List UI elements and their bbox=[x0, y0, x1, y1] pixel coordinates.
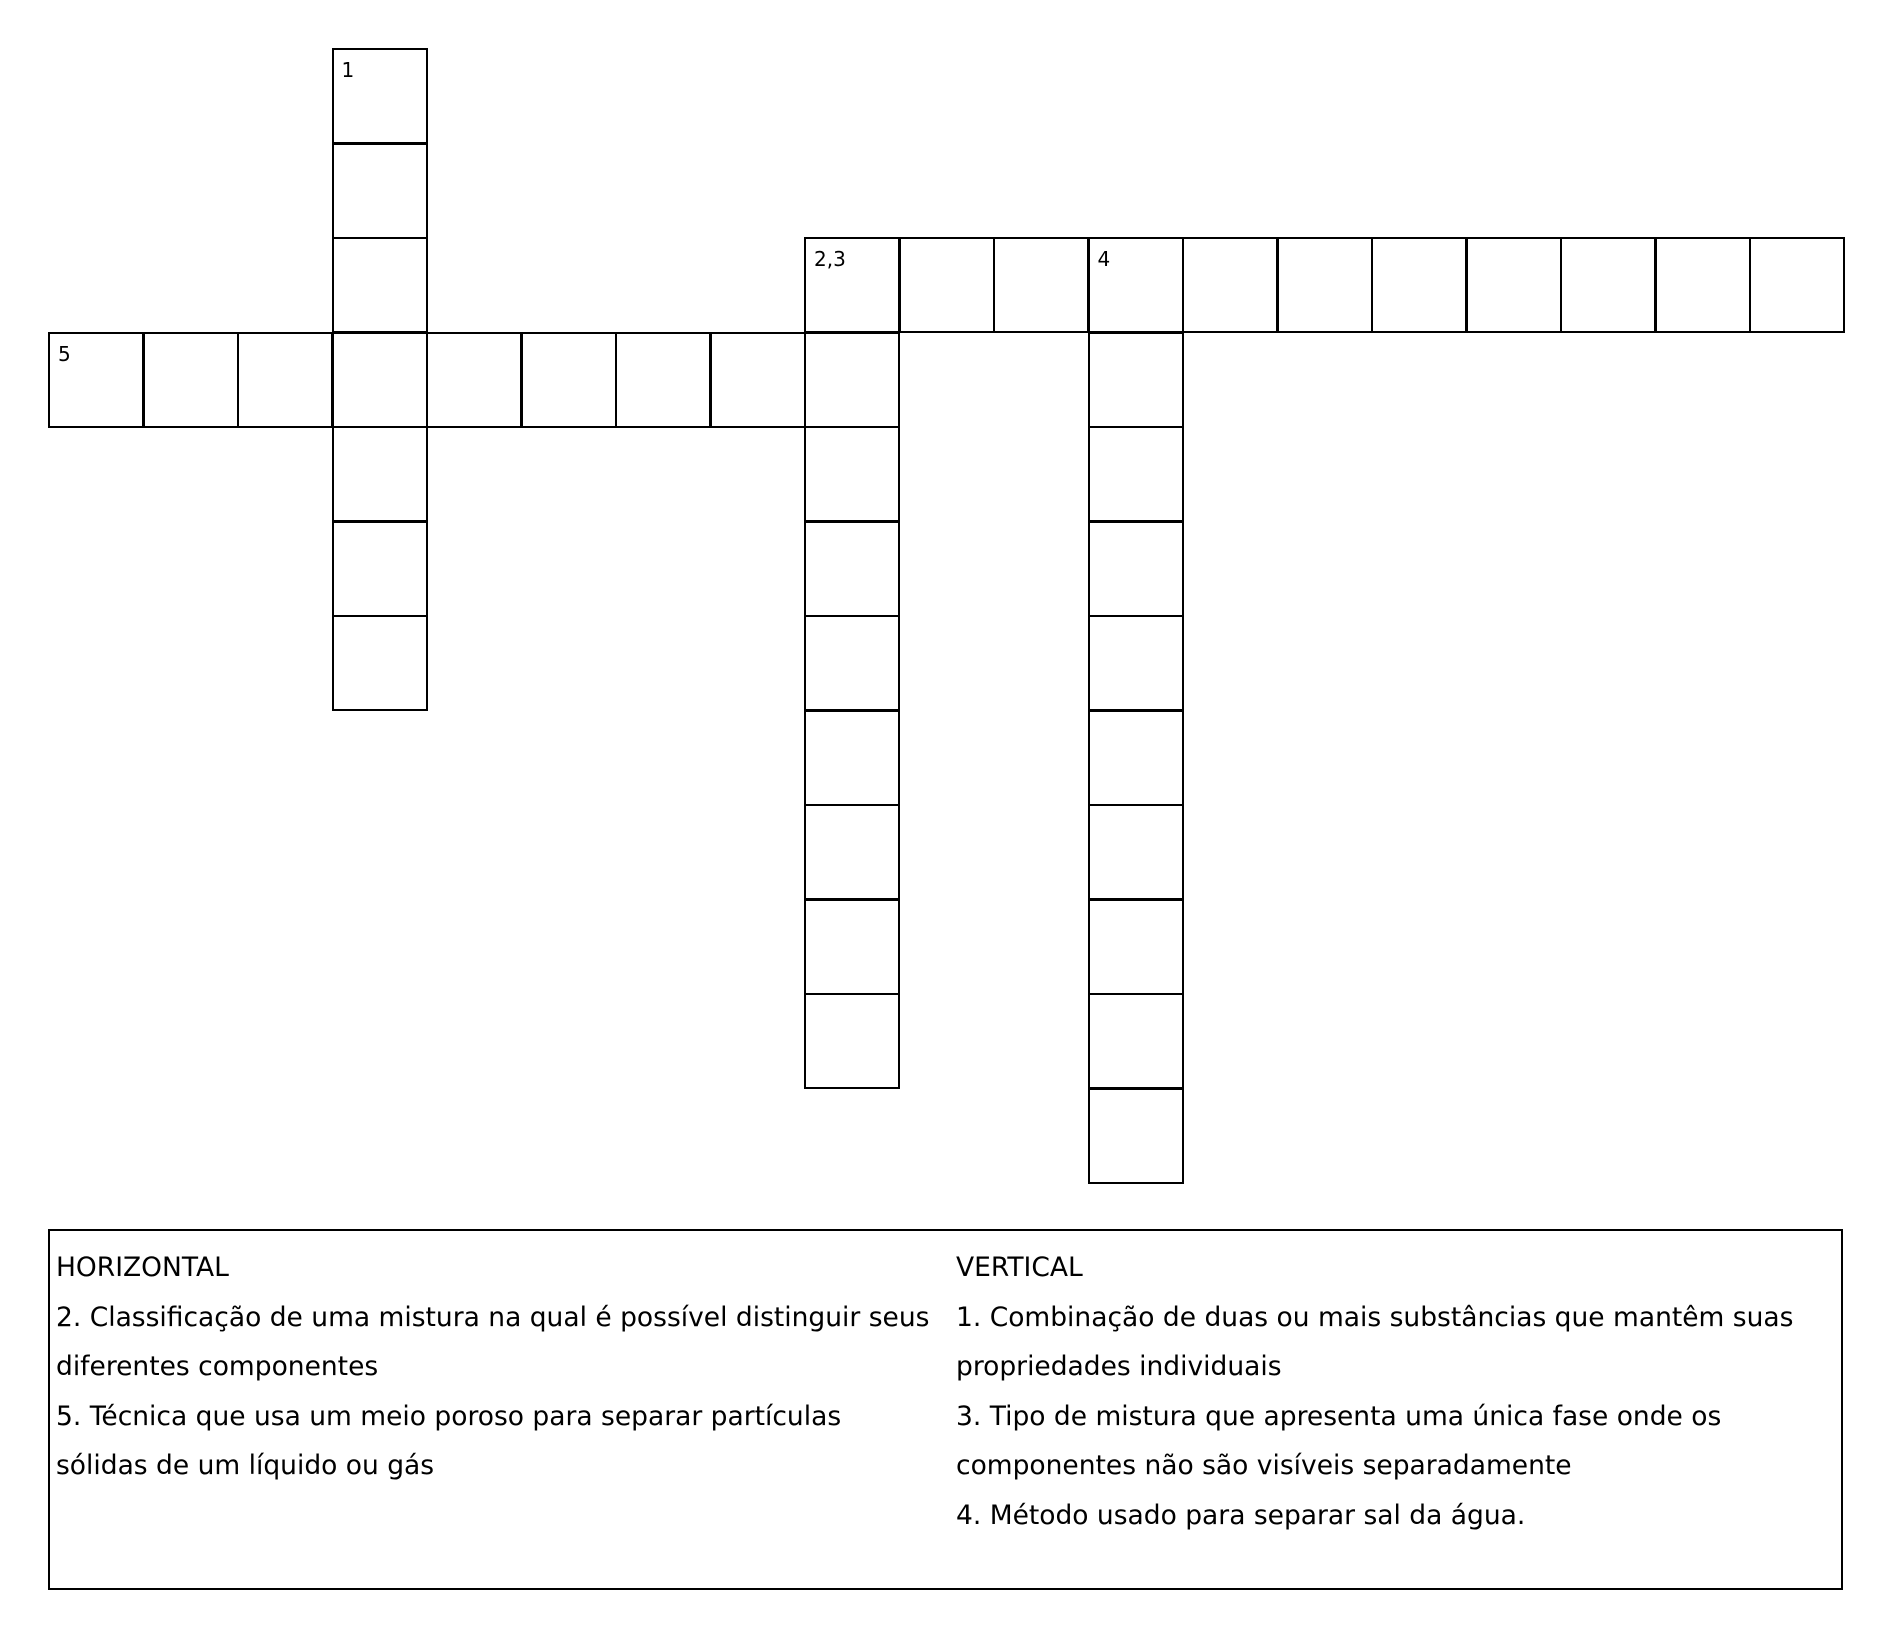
crossword-cell[interactable] bbox=[332, 521, 428, 617]
clue-number: 5 bbox=[58, 341, 71, 366]
crossword-cell[interactable] bbox=[332, 48, 428, 144]
crossword-cell[interactable] bbox=[1088, 899, 1184, 995]
crossword-cell[interactable] bbox=[804, 710, 900, 806]
crossword-cell[interactable] bbox=[1088, 332, 1184, 428]
crossword-cell[interactable] bbox=[1088, 237, 1184, 333]
crossword-cell[interactable] bbox=[1088, 804, 1184, 900]
crossword-cell[interactable] bbox=[1088, 710, 1184, 806]
clue-number: 2,3 bbox=[814, 247, 846, 271]
vertical-clue-line: 3. Tipo de mistura que apresenta uma única fase onde os bbox=[956, 1400, 1722, 1432]
crossword-cell[interactable] bbox=[1560, 237, 1656, 333]
crossword-cell[interactable] bbox=[1088, 426, 1184, 522]
crossword-cell[interactable] bbox=[804, 993, 900, 1089]
crossword-cell[interactable] bbox=[1277, 237, 1373, 333]
crossword-cell[interactable] bbox=[804, 521, 900, 617]
crossword-cell[interactable] bbox=[237, 332, 333, 428]
crossword-cell[interactable] bbox=[1088, 993, 1184, 1089]
vertical-clue-line: 1. Combinação de duas ou mais substâncias que mantêm suas bbox=[956, 1301, 1794, 1333]
crossword-cell[interactable] bbox=[1466, 237, 1562, 333]
horizontal-clue-line: 5. Técnica que usa um meio poroso para separar partículas bbox=[56, 1400, 842, 1432]
crossword-cell[interactable] bbox=[710, 332, 806, 428]
crossword-cell[interactable] bbox=[1371, 237, 1467, 333]
clue-number: 1 bbox=[341, 58, 355, 82]
horizontal-clue-line: 2. Classificação de uma mistura na qual é possível distinguir seus bbox=[56, 1301, 930, 1333]
crossword-cell[interactable] bbox=[804, 804, 900, 900]
crossword-cell[interactable] bbox=[615, 332, 711, 428]
crossword-cell[interactable] bbox=[143, 332, 239, 428]
crossword-cell[interactable] bbox=[332, 237, 428, 333]
crossword-cell[interactable] bbox=[1088, 1088, 1184, 1184]
clue-number: 4 bbox=[1097, 247, 1111, 271]
crossword-cell[interactable] bbox=[1655, 237, 1751, 333]
crossword-cell[interactable] bbox=[993, 237, 1089, 333]
crossword-cell[interactable] bbox=[332, 426, 428, 522]
horizontal-clues bbox=[56, 1243, 951, 1491]
vertical-clue-line: 4. Método usado para separar sal da água. bbox=[956, 1499, 1526, 1531]
horizontal-heading: HORIZONTAL bbox=[56, 1252, 229, 1283]
clues-box bbox=[48, 1229, 1843, 1590]
crossword-cell[interactable] bbox=[1182, 237, 1278, 333]
vertical-clues bbox=[956, 1243, 1831, 1540]
crossword-cell[interactable] bbox=[804, 426, 900, 522]
crossword-cell[interactable] bbox=[426, 332, 522, 428]
crossword-cell[interactable] bbox=[804, 615, 900, 711]
crossword-cell[interactable] bbox=[48, 332, 144, 428]
vertical-heading: VERTICAL bbox=[956, 1252, 1083, 1283]
crossword-cell[interactable] bbox=[332, 332, 428, 428]
vertical-clue-line: propriedades individuais bbox=[956, 1351, 1282, 1382]
crossword-cell[interactable] bbox=[899, 237, 995, 333]
crossword-cell[interactable] bbox=[804, 899, 900, 995]
crossword-cell[interactable] bbox=[1088, 615, 1184, 711]
horizontal-clue-line: sólidas de um líquido ou gás bbox=[56, 1450, 435, 1481]
horizontal-clue-line: diferentes componentes bbox=[56, 1351, 379, 1382]
crossword-cell[interactable] bbox=[1749, 237, 1845, 333]
crossword-cell[interactable] bbox=[332, 615, 428, 711]
crossword-cell[interactable] bbox=[521, 332, 617, 428]
crossword-cell[interactable] bbox=[332, 143, 428, 239]
crossword-cell[interactable] bbox=[1088, 521, 1184, 617]
crossword-cell[interactable] bbox=[804, 332, 900, 428]
vertical-clue-line: componentes não são visíveis separadamente bbox=[956, 1450, 1572, 1481]
crossword-cell[interactable] bbox=[804, 237, 900, 333]
